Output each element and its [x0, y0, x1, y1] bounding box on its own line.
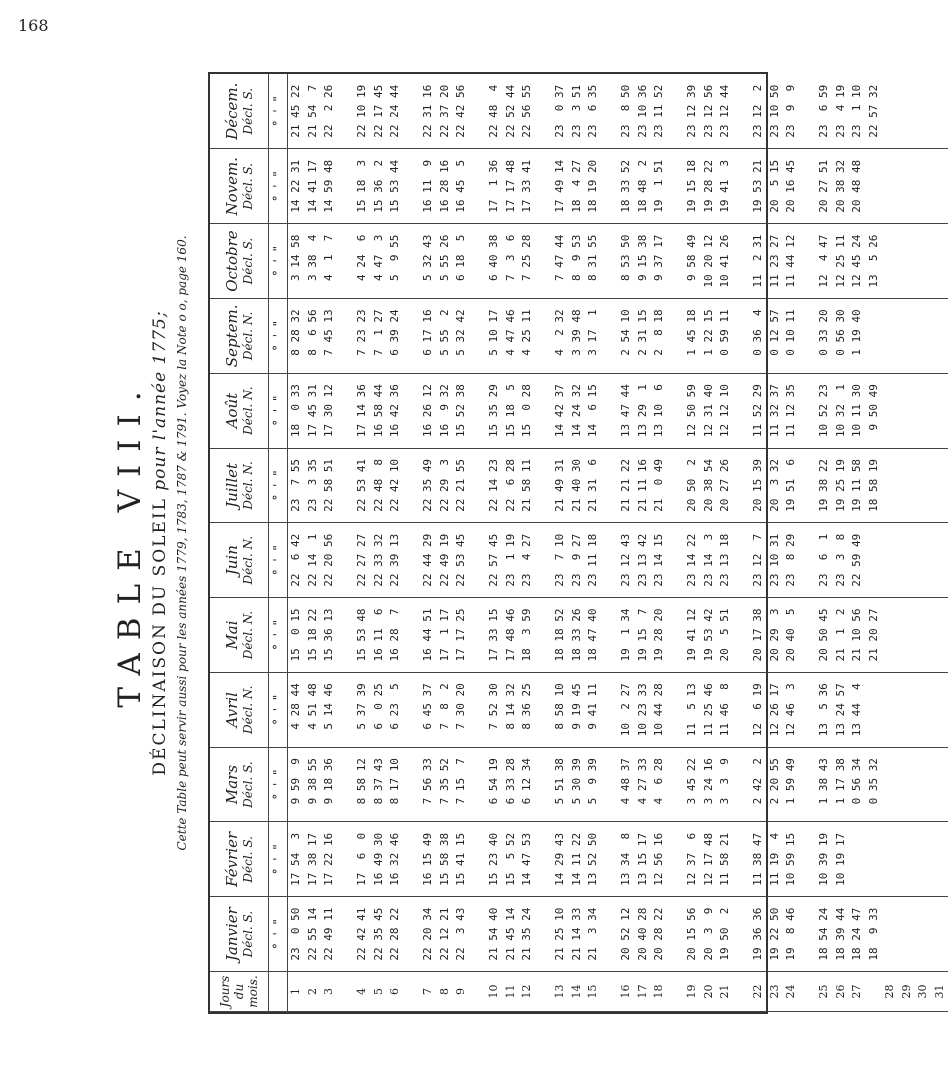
unit-labels-fevrier: ° ' ": [269, 822, 288, 897]
unit-labels-aout: ° ' ": [269, 373, 288, 448]
unit-labels-novembre: ° ' ": [269, 149, 288, 224]
unit-labels-mai: ° ' ": [269, 598, 288, 673]
values-juillet: 23 7 55 23 3 35 22 58 51 22 53 41 22 48 8 22 42 10 22 35 49 22 29 3 22 21 55 22 14 23 22 6 28 21 58 11 21 49 31 21 40 30 21 31 6 21 21 22 21 11 16 21 0 49 20 50 2 20 38 54 20 27 26 20 15 39 20 3 32 19 51 6 19 38 22 19 25 19 19 11 58 18 58 19: [288, 448, 948, 523]
values-avril: 4 28 44 4 51 48 5 14 46 5 37 39 6 0 25 6 23 5 6 45 37 7 8 2 7 30 20 7 52 30 8 14 32 8 36 25 8 58 10 9 19 45 9 41 11 10 2 27 10 23 33 10 44 28 11 5 13 11 25 46 11 46 8 12 6 19 12 26 17 12 46 3 13 5 36 13 24 57 13 44 4: [288, 672, 948, 747]
month-header-fevrier: Février Décl. S.: [210, 822, 269, 897]
month-header-juillet: Juillet Décl. N.: [210, 448, 269, 523]
month-header-novembre: Novem. Décl. S.: [210, 149, 269, 224]
values-janvier: 23 0 50 22 55 14 22 49 11 22 42 41 22 35 45 22 28 22 22 20 34 22 12 21 22 3 43 21 54 40 21 45 14 21 35 24 21 25 10 21 14 33 21 3 34 20 52 12 20 40 28 20 28 22 20 15 56 20 3 9 19 50 2 19 36 36 19 22 50 19 8 46 18 54 24 18 39 44 18 24 47 18 9 33: [288, 897, 948, 972]
month-header-octobre: Octobre Décl. S.: [210, 224, 269, 299]
values-octobre: 3 14 58 3 38 4 4 1 7 4 24 6 4 47 3 5 9 55 5 32 43 5 55 26 6 18 5 6 40 38 7 3 6 7 25 28 7 47 44 8 9 53 8 31 55 8 53 50 9 15 38 9 37 17 9 58 49 10 20 12 10 41 26 11 2 31 11 23 27 11 44 12 12 4 47 12 25 11 12 45 24 13 5 26: [288, 224, 948, 299]
subtitle-pre: DÉCLINAISON: [150, 622, 170, 776]
header-row: [210, 74, 269, 1012]
subtitle-post: pour l'année 1775;: [150, 310, 170, 491]
page-number: 168: [18, 16, 49, 35]
unit-labels-mars: ° ' ": [269, 747, 288, 822]
rotated-page: [110, 72, 946, 1014]
declination-grid: [210, 74, 948, 1012]
month-header-septembre: Septem. Décl. N.: [210, 298, 269, 373]
days-column: 1 2 3 4 5 6 7 8 9 10 11 12 13 14 15 16 17 18 19 20 21 22 23 24 25 26 27 28 29 30 31: [288, 972, 948, 1012]
values-septembre: 8 28 32 8 6 56 7 45 13 7 23 23 7 1 27 6 39 24 6 17 16 5 55 2 5 32 42 5 10 17 4 47 46 4 25 11 4 2 32 3 39 48 3 17 1 2 54 10 2 31 15 2 8 18 1 45 18 1 22 15 0 59 11 0 36 4 0 12 57 0 10 11 0 33 20 0 56 30 1 19 40: [288, 298, 948, 373]
month-header-mai: Mai Décl. N.: [210, 598, 269, 673]
values-mai: 15 0 15 15 18 22 15 36 13 15 53 48 16 11 6 16 28 7 16 44 51 17 1 17 17 17 25 17 33 15 17 48 46 18 3 59 18 18 52 18 33 26 18 47 40 19 1 34 19 15 7 19 28 20 19 41 12 19 53 42 20 5 51 20 17 38 20 29 3 20 40 5 20 50 45 21 1 2 21 10 56 21 20 27: [288, 598, 948, 673]
table-subtitle: [148, 72, 172, 1014]
unit-row: [269, 74, 288, 1012]
values-mars: 9 59 9 9 38 55 9 18 36 8 58 12 8 37 43 8 17 10 7 56 33 7 35 52 7 15 7 6 54 19 6 33 28 6 12 34 5 51 38 5 30 39 5 9 39 4 48 37 4 27 33 4 6 28 3 45 22 3 24 16 3 3 9 2 42 2 2 20 55 1 59 49 1 38 43 1 17 38 0 56 34 0 35 32: [288, 747, 948, 822]
month-header-aout: Août Décl. N.: [210, 373, 269, 448]
month-header-avril: Avril Décl. N.: [210, 672, 269, 747]
month-header-mars: Mars Décl. S.: [210, 747, 269, 822]
unit-labels-juillet: ° ' ": [269, 448, 288, 523]
unit-labels-juin: ° ' ": [269, 523, 288, 598]
month-header-janvier: Janvier Décl. S.: [210, 897, 269, 972]
subtitle-main: DU SOLEIL: [150, 497, 170, 616]
table-note: Cette Table peut servir aussi pour les années 1779, 1783, 1787 & 1791. Voyez la Note o o, page 160.: [175, 235, 189, 851]
title-block: [110, 72, 198, 1014]
values-juin: 22 6 42 22 14 1 22 20 56 22 27 27 22 33 32 22 39 13 22 44 29 22 49 19 22 53 45 22 57 45 23 1 19 23 4 27 23 7 10 23 9 27 23 11 18 23 12 43 23 13 42 23 14 15 23 14 22 23 14 3 23 13 18 23 12 7 23 10 31 23 8 29 23 6 1 23 3 8 22 59 49: [288, 523, 948, 598]
values-aout: 18 0 33 17 45 31 17 30 12 17 14 36 16 58 44 16 42 36 16 26 12 16 9 32 15 52 38 15 35 29 15 18 5 15 0 28 14 42 37 14 24 32 14 6 15 13 47 44 13 29 1 13 10 6 12 50 59 12 31 40 12 12 10 11 52 29 11 32 37 11 12 35 10 52 23 10 32 1 10 11 30 9 50 49: [288, 373, 948, 448]
declination-table: [208, 72, 946, 1014]
unit-labels-septembre: ° ' ": [269, 298, 288, 373]
days-header: Jours du mois.: [210, 972, 269, 1012]
unit-days: [269, 972, 288, 1012]
month-header-decembre: Décem. Décl. S.: [210, 74, 269, 149]
unit-labels-decembre: ° ' ": [269, 74, 288, 149]
unit-labels-avril: ° ' ": [269, 672, 288, 747]
table-title: TABLE VIII.: [112, 378, 148, 708]
unit-labels-octobre: ° ' ": [269, 224, 288, 299]
month-header-juin: Juin Décl. N.: [210, 523, 269, 598]
values-fevrier: 17 54 3 17 38 17 17 22 16 17 6 0 16 49 30 16 32 46 16 15 49 15 58 38 15 41 15 15 23 40 15 5 52 14 47 53 14 29 43 14 11 22 13 52 50 13 34 8 13 15 17 12 56 16 12 37 6 12 17 48 11 58 21 11 38 47 11 19 4 10 59 15 10 39 19 10 19 17: [288, 822, 948, 897]
data-row: [288, 74, 948, 1012]
values-novembre: 14 22 31 14 41 17 14 59 48 15 18 3 15 36 2 15 53 44 16 11 9 16 28 16 16 45 5 17 1 36 17 17 48 17 33 41 17 49 14 18 4 27 18 19 20 18 33 52 18 48 2 19 1 51 19 15 18 19 28 22 19 41 3 19 53 21 20 5 15 20 16 45 20 27 51 20 38 32 20 48 48: [288, 149, 948, 224]
values-decembre: 21 45 22 21 54 7 22 2 26 22 10 19 22 17 45 22 24 44 22 31 16 22 37 20 22 42 56 22 48 4 22 52 44 22 56 55 23 0 37 23 3 51 23 6 35 23 8 50 23 10 36 23 11 52 23 12 39 23 12 56 23 12 44 23 12 2 23 10 50 23 9 9 23 6 59 23 4 19 23 1 10 22 57 32: [288, 74, 948, 149]
unit-labels-janvier: ° ' ": [269, 897, 288, 972]
